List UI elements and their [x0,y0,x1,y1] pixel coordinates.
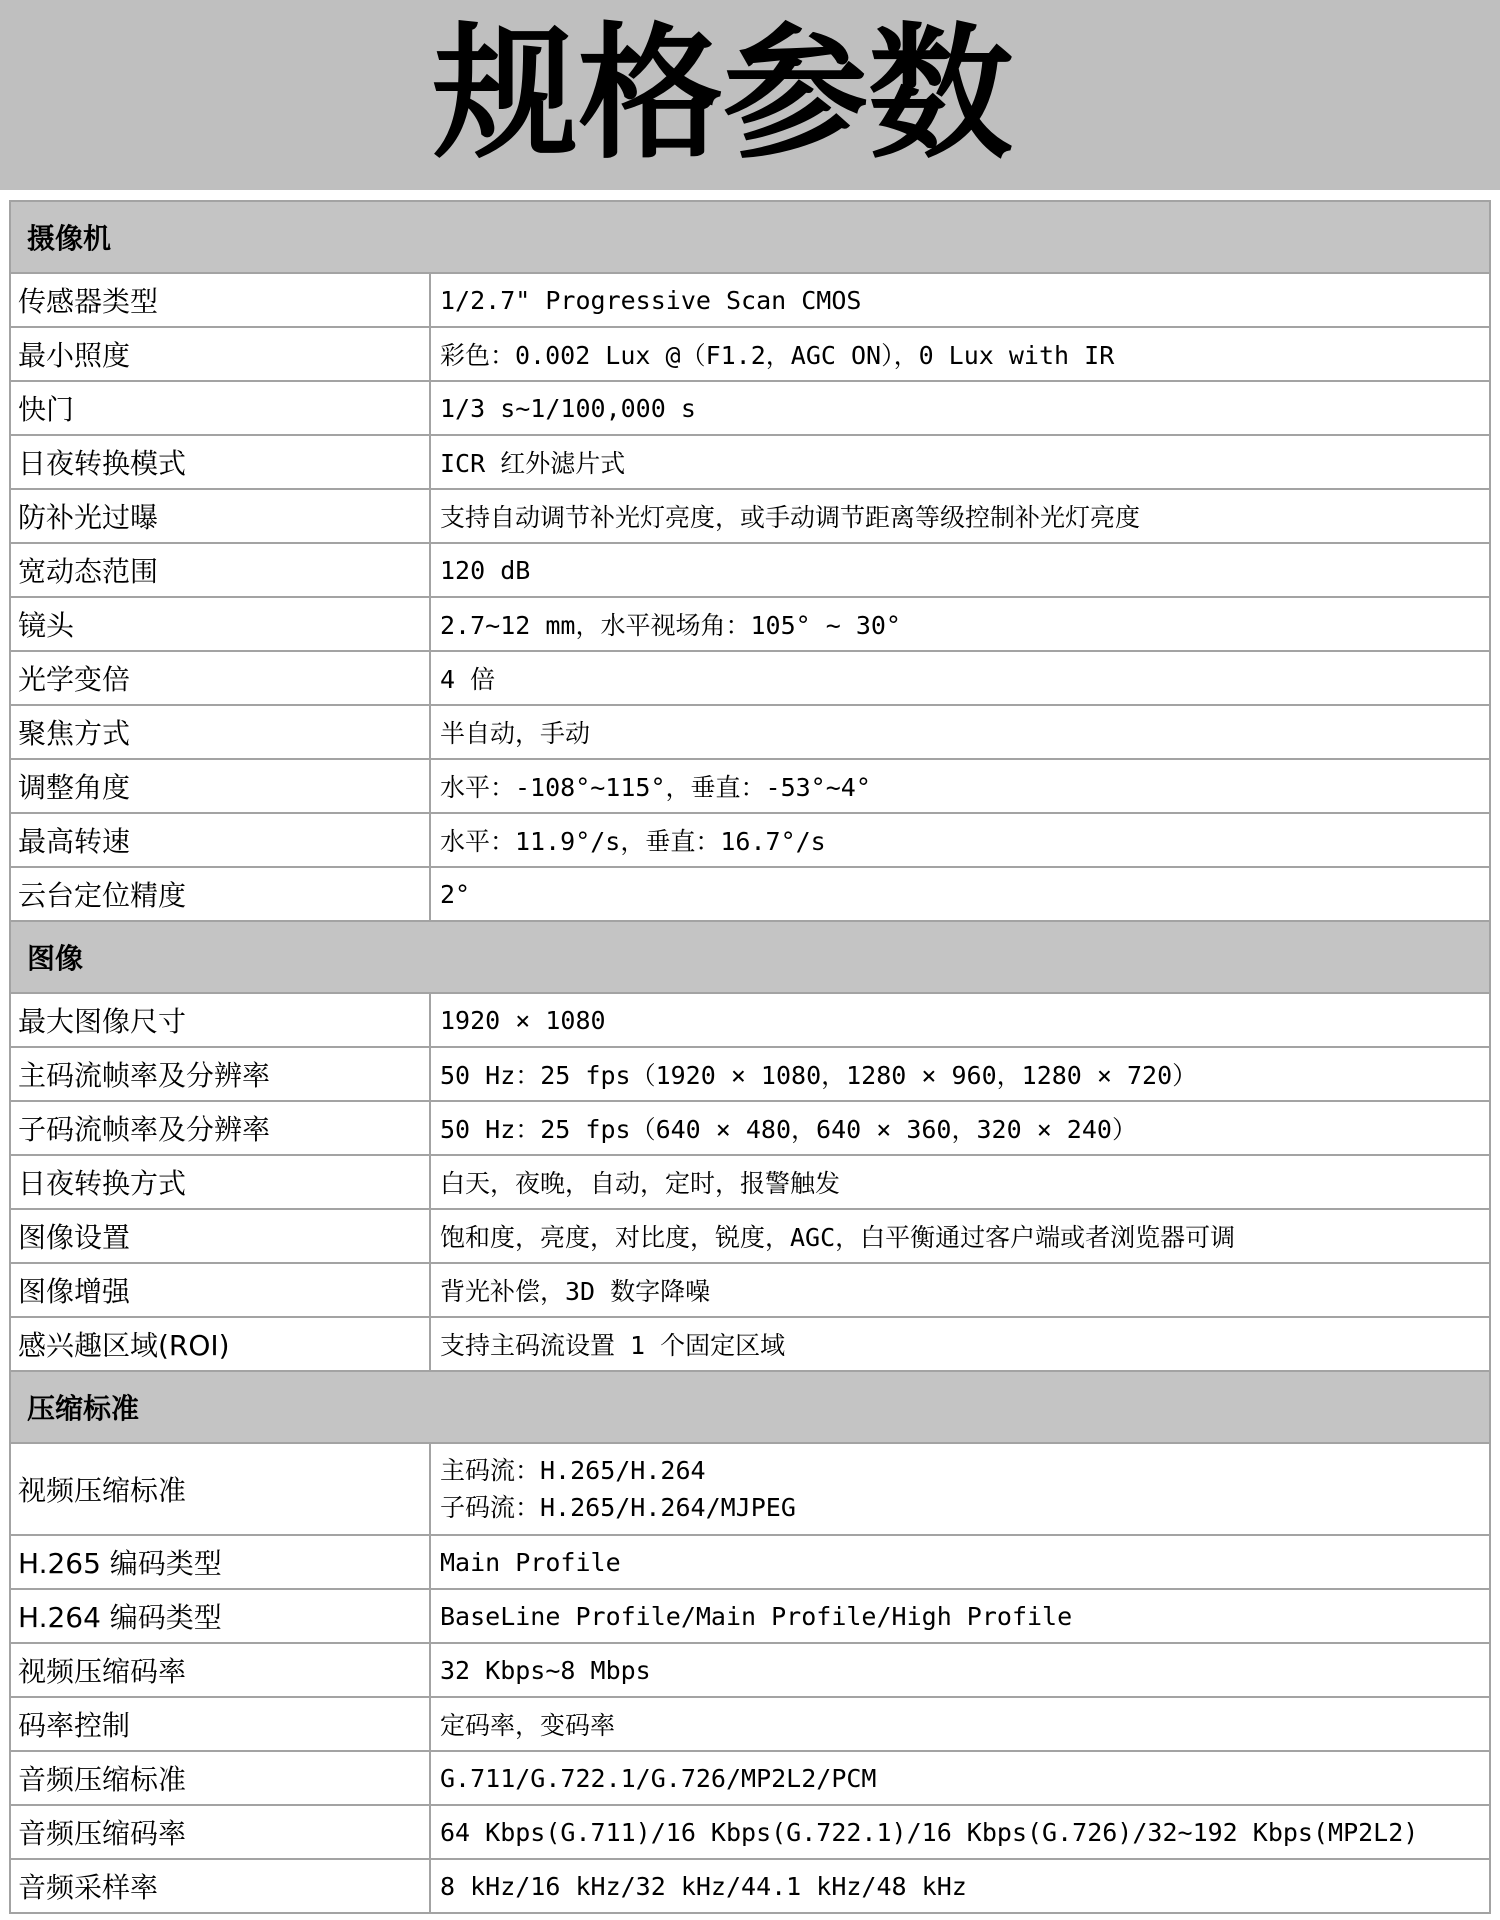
min-illumination-label: 最小照度 [11,328,431,380]
image-enhancement-label: 图像增强 [11,1264,431,1316]
spec-row-focus-mode [11,706,1489,760]
optical-zoom-label: 光学变倍 [11,652,431,704]
spec-row-adjustment-angle [11,760,1489,814]
adjustment-angle-label: 调整角度 [11,760,431,812]
video-compression-value [431,1444,1489,1534]
shutter-label: 快门 [11,382,431,434]
focus-mode-label: 聚焦方式 [11,706,431,758]
spec-row-bitrate-control [11,1698,1489,1752]
wdr-value: 120 dB [440,555,531,585]
section-header-camera [11,202,1489,274]
section-header-compression [11,1372,1489,1444]
optical-zoom-value: 4 倍 [440,665,496,694]
spec-row-ptz-accuracy [11,868,1489,922]
roi-label: 感兴趣区域(ROI) [11,1318,431,1370]
h264-profile-value: BaseLine Profile/Main Profile/High Profile [440,1601,1073,1631]
spec-row-video-bitrate [11,1644,1489,1698]
section-title: 压缩标准 [27,1392,140,1425]
spec-row-h265-profile [11,1536,1489,1590]
video-compression-main-stream-line: 主码流：H.265/H.264 [440,1456,706,1485]
spec-row-audio-compression [11,1752,1489,1806]
spec-row-sub-stream-framerate [11,1102,1489,1156]
max-resolution-value: 1920 × 1080 [440,1005,606,1035]
spec-row-shutter [11,382,1489,436]
wdr-label: 宽动态范围 [11,544,431,596]
day-night-mode-value: ICR 红外滤片式 [440,449,626,478]
spec-row-optical-zoom [11,652,1489,706]
image-settings-label: 图像设置 [11,1210,431,1262]
h265-profile-value: Main Profile [440,1547,621,1577]
section-title: 摄像机 [27,222,112,255]
video-bitrate-label: 视频压缩码率 [11,1644,431,1696]
max-speed-label: 最高转速 [11,814,431,866]
day-night-switch-value: 白天，夜晚，自动，定时，报警触发 [440,1169,841,1198]
audio-sampling-rate-label: 音频采样率 [11,1860,431,1912]
spec-row-min-illumination [11,328,1489,382]
day-night-mode-label: 日夜转换模式 [11,436,431,488]
audio-bitrate-label: 音频压缩码率 [11,1806,431,1858]
max-resolution-label: 最大图像尺寸 [11,994,431,1046]
spec-table [9,200,1491,1914]
bitrate-control-label: 码率控制 [11,1698,431,1750]
spec-row-anti-overexposure [11,490,1489,544]
bitrate-control-value: 定码率，变码率 [440,1711,616,1740]
sub-stream-framerate-label: 子码流帧率及分辨率 [11,1102,431,1154]
anti-overexposure-value: 支持自动调节补光灯亮度，或手动调节距离等级控制补光灯亮度 [440,503,1141,532]
spec-row-h264-profile [11,1590,1489,1644]
spec-row-max-speed [11,814,1489,868]
sensor-type-value: 1/2.7" Progressive Scan CMOS [440,285,862,315]
lens-label: 镜头 [11,598,431,650]
ptz-accuracy-value: 2° [440,879,471,909]
sub-stream-framerate-value: 50 Hz：25 fps（640 × 480，640 × 360，320 × 240） [440,1115,1137,1144]
spec-row-wdr [11,544,1489,598]
spec-row-sensor-type [11,274,1489,328]
spec-row-max-resolution [11,994,1489,1048]
spec-row-day-night-mode [11,436,1489,490]
ptz-accuracy-label: 云台定位精度 [11,868,431,920]
min-illumination-value: 彩色：0.002 Lux @（F1.2，AGC ON），0 Lux with IR [440,341,1115,370]
section-title: 图像 [27,942,84,975]
section-header-image [11,922,1489,994]
page-title: 规格参数 [433,10,1013,179]
spec-row-lens [11,598,1489,652]
h265-profile-label: H.265 编码类型 [11,1536,431,1588]
spec-row-audio-bitrate [11,1806,1489,1860]
focus-mode-value: 半自动，手动 [440,719,591,748]
max-speed-value: 水平：11.9°/s，垂直：16.7°/s [440,827,826,856]
main-stream-framerate-value: 50 Hz：25 fps（1920 × 1080，1280 × 960，1280 × 720） [440,1061,1198,1090]
spec-row-roi [11,1318,1489,1372]
sensor-type-label: 传感器类型 [11,274,431,326]
spec-row-audio-sampling-rate [11,1860,1489,1914]
image-settings-value: 饱和度，亮度，对比度，锐度，AGC，白平衡通过客户端或者浏览器可调 [440,1223,1236,1252]
audio-sampling-rate-value: 8 kHz/16 kHz/32 kHz/44.1 kHz/48 kHz [440,1871,967,1901]
lens-value: 2.7~12 mm，水平视场角：105° ~ 30° [440,611,901,640]
anti-overexposure-label: 防补光过曝 [11,490,431,542]
video-bitrate-value: 32 Kbps~8 Mbps [440,1655,651,1685]
adjustment-angle-value: 水平：-108°~115°，垂直：-53°~4° [440,773,871,802]
roi-value: 支持主码流设置 1 个固定区域 [440,1331,786,1360]
shutter-value: 1/3 s~1/100,000 s [440,393,696,423]
h264-profile-label: H.264 编码类型 [11,1590,431,1642]
title-banner [0,0,1500,190]
audio-bitrate-value: 64 Kbps(G.711)/16 Kbps(G.722.1)/16 Kbps(G.726)/32~192 Kbps(MP2L2) [440,1817,1419,1847]
day-night-switch-label: 日夜转换方式 [11,1156,431,1208]
spec-row-main-stream-framerate [11,1048,1489,1102]
audio-compression-value: G.711/G.722.1/G.726/MP2L2/PCM [440,1763,877,1793]
video-compression-sub-stream-line: 子码流：H.265/H.264/MJPEG [440,1493,796,1522]
main-stream-framerate-label: 主码流帧率及分辨率 [11,1048,431,1100]
audio-compression-label: 音频压缩标准 [11,1752,431,1804]
spec-row-day-night-switch [11,1156,1489,1210]
video-compression-label: 视频压缩标准 [11,1444,431,1534]
spec-row-image-enhancement [11,1264,1489,1318]
spec-row-image-settings [11,1210,1489,1264]
image-enhancement-value: 背光补偿，3D 数字降噪 [440,1277,711,1306]
spec-row-video-compression [11,1444,1489,1536]
